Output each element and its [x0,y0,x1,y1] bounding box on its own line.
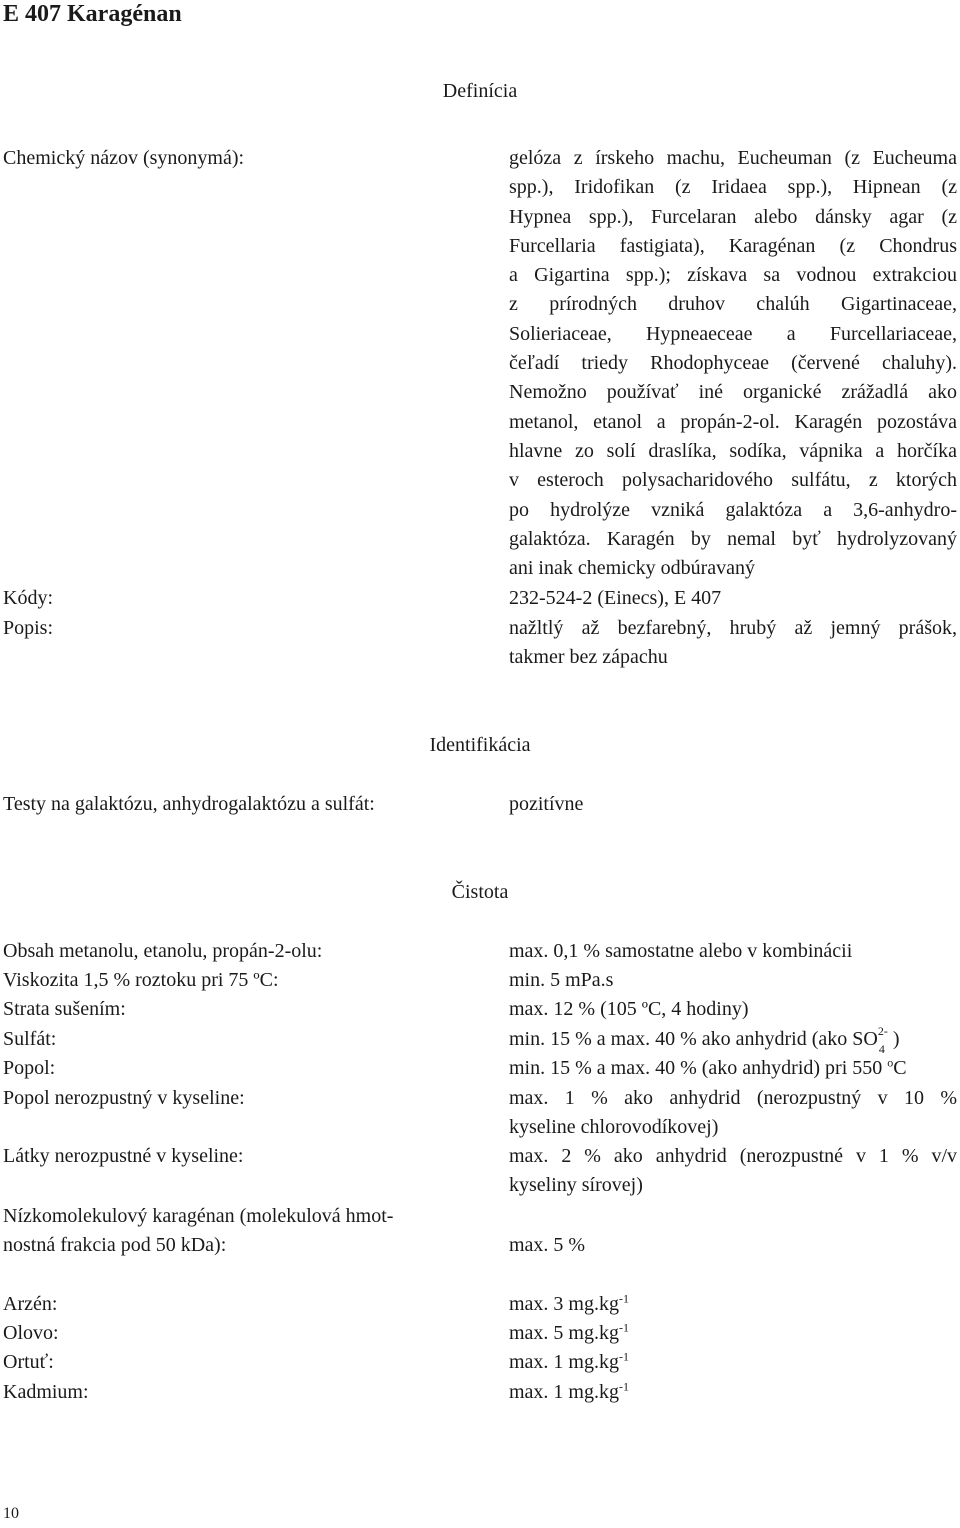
purity-value-low-mw: max. 5 % [509,1234,586,1256]
metal-value-lead [509,1319,957,1348]
chem-line: metanol, etanol a propán-2-ol. Karagén pozostáva [509,410,957,433]
purity-value-acid-insoluble-matter [509,1142,957,1201]
purity-label-viscosity: Viskozita 1,5 % roztoku pri 75 ºC: [3,969,279,991]
purity-label-low-mw [3,1202,393,1261]
chem-line: Hypnea spp.), Furcelaran alebo dánsky agar (z [509,205,957,228]
description-value [509,614,957,673]
chem-line: Furcellaria fastigiata), Karagénan (z Chondrus [509,234,957,257]
metal-value-mercury [509,1348,957,1377]
ash-unit: C [893,1057,907,1079]
metal-label-mercury: Ortuť: [3,1351,54,1373]
chem-line: čeľadí triedy Rhodophyceae (červené chaluhy). [509,352,957,375]
codes-label: Kódy: [3,587,53,609]
metal-value-arsenic [509,1290,957,1319]
section-heading-purity: Čistota [451,881,509,903]
purity-value-ash [509,1054,957,1083]
purity-label-solvents: Obsah metanolu, etanolu, propán-2-olu: [3,940,323,962]
metal-exponent: -1 [619,1291,629,1306]
chem-line: spp.), Iridofikan (z Iridaea spp.), Hipnean (z [509,176,957,199]
purity-label-acid-insoluble-matter: Látky nerozpustné v kyseline: [3,1145,244,1167]
value-line: max. 1 % ako anhydrid (nerozpustný v 10 % [509,1087,957,1109]
purity-label-loss-on-drying: Strata sušením: [3,998,126,1020]
chem-line: galaktóza. Karagén by nemal byť hydrolyzovaný [509,527,957,550]
metal-exponent: -1 [619,1379,629,1394]
codes-value: 232-524-2 (Einecs), E 407 [509,587,722,609]
page-title: E 407 Karagénan [3,1,182,27]
purity-label-acid-insoluble-ash: Popol nerozpustný v kyseline: [3,1087,245,1109]
description-label: Popis: [3,617,54,639]
section-heading-definition: Definícia [442,80,518,102]
ash-text: min. 15 % a max. 40 % (ako anhydrid) pri 550 [509,1057,888,1079]
chem-line: po hydrolýze vzniká galaktóza a 3,6-anhydro- [509,498,957,521]
purity-value-loss-on-drying: max. 12 % (105 ºC, 4 hodiny) [509,998,749,1020]
chem-line: gelóza z írskeho machu, Eucheuman (z Eucheuma [509,147,957,169]
purity-value-solvents: max. 0,1 % samostatne alebo v kombinácii [509,940,853,962]
metal-label-lead: Olovo: [3,1322,59,1344]
chem-line: Solieriaceae, Hypneaeceae a Furcellariaceae, [509,322,957,345]
sulfate-text: min. 15 % a max. 40 % ako anhydrid (ako SO [509,1028,878,1050]
section-heading-identification: Identifikácia [429,734,531,756]
chem-line: a Gigartina spp.); získava sa vodnou extrakciou [509,264,957,287]
sulfate-close: ) [887,1028,900,1050]
metal-exponent: -1 [619,1349,629,1364]
label-line: nostná frakcia pod 50 kDa): [3,1234,227,1257]
metal-value-cadmium [509,1378,957,1407]
metal-text: max. 3 mg.kg [509,1293,619,1315]
metal-label-cadmium: Kadmium: [3,1381,89,1403]
chem-line: Nemožno používať iné organické zrážadlá ako [509,381,957,404]
purity-value-acid-insoluble-ash [509,1084,957,1143]
chem-line: ani inak chemicky odbúravaný [509,557,756,580]
identification-test-label: Testy na galaktózu, anhydrogalaktózu a sulfát: [3,793,375,815]
value-line: max. 2 % ako anhydrid (nerozpustné v 1 % v/v [509,1145,957,1167]
description-line: takmer bez zápachu [509,646,668,669]
description-line: nažltlý až bezfarebný, hrubý až jemný prášok, [509,617,957,639]
chem-name-value [509,144,957,583]
metal-text: max. 5 mg.kg [509,1322,619,1344]
chem-line: z prírodných druhov chalúh Gigartinaceae, [509,293,957,316]
page-number: 10 [3,1505,19,1522]
purity-label-ash: Popol: [3,1057,56,1079]
purity-value-viscosity: min. 5 mPa.s [509,969,614,991]
metal-text: max. 1 mg.kg [509,1351,619,1373]
label-line: Nízkomolekulový karagénan (molekulová hmot- [3,1205,394,1227]
value-line: kyseline chlorovodíkovej) [509,1116,719,1139]
metal-exponent: -1 [619,1320,629,1335]
purity-value-sulfate: min. 15 % a max. 40 % ako anhydrid (ako SO 2- 4 ) [509,1024,900,1056]
chem-line: hlavne zo solí draslíka, sodíka, vápnika a horčíka [509,439,957,462]
ash-degree: o [887,1055,894,1070]
purity-label-sulfate: Sulfát: [3,1028,57,1050]
identification-test-value: pozitívne [509,793,584,815]
value-line: kyseliny sírovej) [509,1174,643,1197]
metal-label-arsenic: Arzén: [3,1293,58,1315]
chem-line: v esteroch polysacharidového sulfátu, z ktorých [509,469,957,492]
chem-name-label: Chemický názov (synonymá): [3,147,245,169]
metal-text: max. 1 mg.kg [509,1381,619,1403]
